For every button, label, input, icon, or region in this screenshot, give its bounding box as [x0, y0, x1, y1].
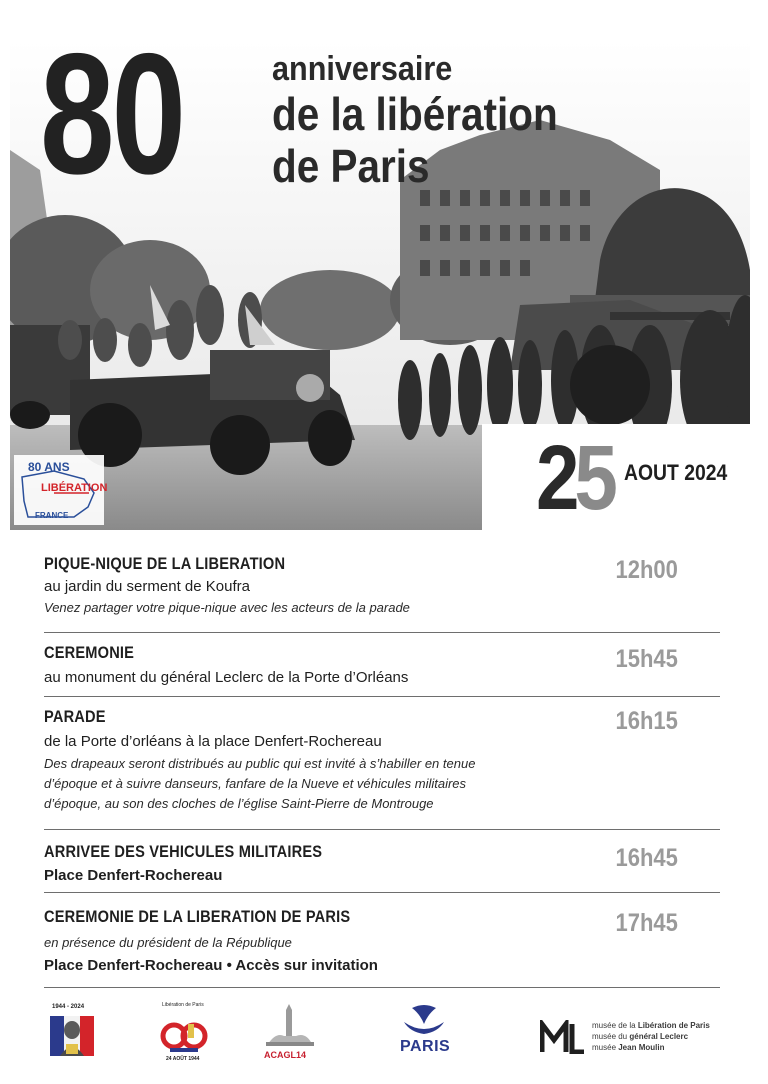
partner-logos	[0, 1000, 768, 1070]
badge-line-1: 80 ANS	[28, 460, 70, 474]
musee-line-prefix: musée de la	[592, 1021, 638, 1030]
event-item	[44, 633, 720, 697]
event-description-line: Des drapeaux seront distribués au public qui est invité à s’habiller en tenue	[44, 756, 476, 771]
logo1-years: 1944 - 2024	[52, 1004, 85, 1010]
date-day-digit-2: 5	[574, 427, 613, 529]
event-subtitle: de la Porte d’orléans à la place Denfert-Rochereau	[44, 733, 382, 750]
event-title: ARRIVEE DES VEHICULES MILITAIRES	[44, 842, 323, 861]
event-subtitle: Place Denfert-Rochereau	[44, 867, 223, 884]
event-time: 17h45	[615, 909, 678, 937]
musee-liberation-logo	[540, 1020, 740, 1060]
date-day	[536, 427, 613, 529]
event-title: CEREMONIE	[44, 643, 135, 662]
date-day-digit-1: 2	[536, 427, 575, 529]
monument-icon	[262, 1004, 318, 1048]
acagl14-logo	[262, 1004, 318, 1064]
event-time: 15h45	[615, 645, 678, 673]
event-description-line: d’époque, au son des cloches de l’église Saint-Pierre de Montrouge	[44, 796, 434, 811]
event-item	[44, 554, 720, 633]
musee-text-block	[592, 1020, 710, 1053]
badge-line-2: LIBÉRATION	[41, 482, 108, 494]
musee-line-name: Jean Moulin	[618, 1043, 665, 1052]
paris-text: PARIS	[400, 1038, 451, 1055]
logo2-bottom-text: 24 AOÛT 1944	[166, 1056, 200, 1062]
ml-monogram-icon	[540, 1020, 584, 1054]
title-line-3: de Paris	[272, 140, 430, 192]
title-line-2: de la libération	[272, 88, 558, 140]
liberation-paris-80-logo	[160, 1002, 208, 1064]
event-item	[44, 697, 720, 830]
big-80-number: 80	[40, 18, 183, 210]
badge-line-3: FRANCE	[35, 511, 69, 520]
logo2-top-text: Libération de Paris	[162, 1002, 204, 1008]
event-subtitle: au monument du général Leclerc de la Porte d’Orléans	[44, 669, 409, 686]
paris-city-logo	[394, 1002, 454, 1062]
poster-title	[272, 50, 597, 192]
event-time: 16h15	[615, 707, 678, 735]
event-time: 12h00	[615, 556, 678, 584]
event-title: CEREMONIE DE LA LIBERATION DE PARIS	[44, 907, 351, 926]
title-line-1: anniversaire	[272, 50, 453, 88]
musee-line-name: général Leclerc	[629, 1032, 689, 1041]
event-subtitle: au jardin du serment de Koufra	[44, 578, 250, 595]
80-ans-liberation-badge	[14, 455, 108, 525]
musee-line-name: Libération de Paris	[637, 1021, 710, 1030]
event-program	[44, 554, 720, 988]
musee-line	[592, 1042, 710, 1053]
date-month-year: AOUT 2024	[624, 460, 728, 485]
musee-line	[592, 1031, 710, 1042]
event-item	[44, 893, 720, 988]
paris-ship-icon	[394, 1002, 454, 1036]
event-item	[44, 830, 720, 893]
leclerc-anniversary-logo	[48, 1004, 96, 1064]
musee-line	[592, 1020, 710, 1031]
event-description-line: Venez partager votre pique-nique avec les acteurs de la parade	[44, 600, 410, 615]
event-title: PIQUE-NIQUE DE LA LIBERATION	[44, 554, 286, 573]
leclerc-portrait-icon	[48, 1004, 96, 1064]
event-presence: en présence du président de la République	[44, 935, 292, 950]
event-time: 16h45	[615, 844, 678, 872]
musee-line-prefix: musée du	[592, 1032, 630, 1041]
musee-line-prefix: musée	[592, 1043, 619, 1052]
event-description-line: d’époque et à suivre danseurs, fanfare de la Nueve et véhicules militaires	[44, 776, 467, 791]
event-title: PARADE	[44, 707, 106, 726]
eighty-emblem-icon	[160, 1010, 208, 1060]
event-subtitle: Place Denfert-Rochereau • Accès sur invitation	[44, 957, 378, 974]
acagl-text: ACAGL14	[264, 1050, 307, 1060]
